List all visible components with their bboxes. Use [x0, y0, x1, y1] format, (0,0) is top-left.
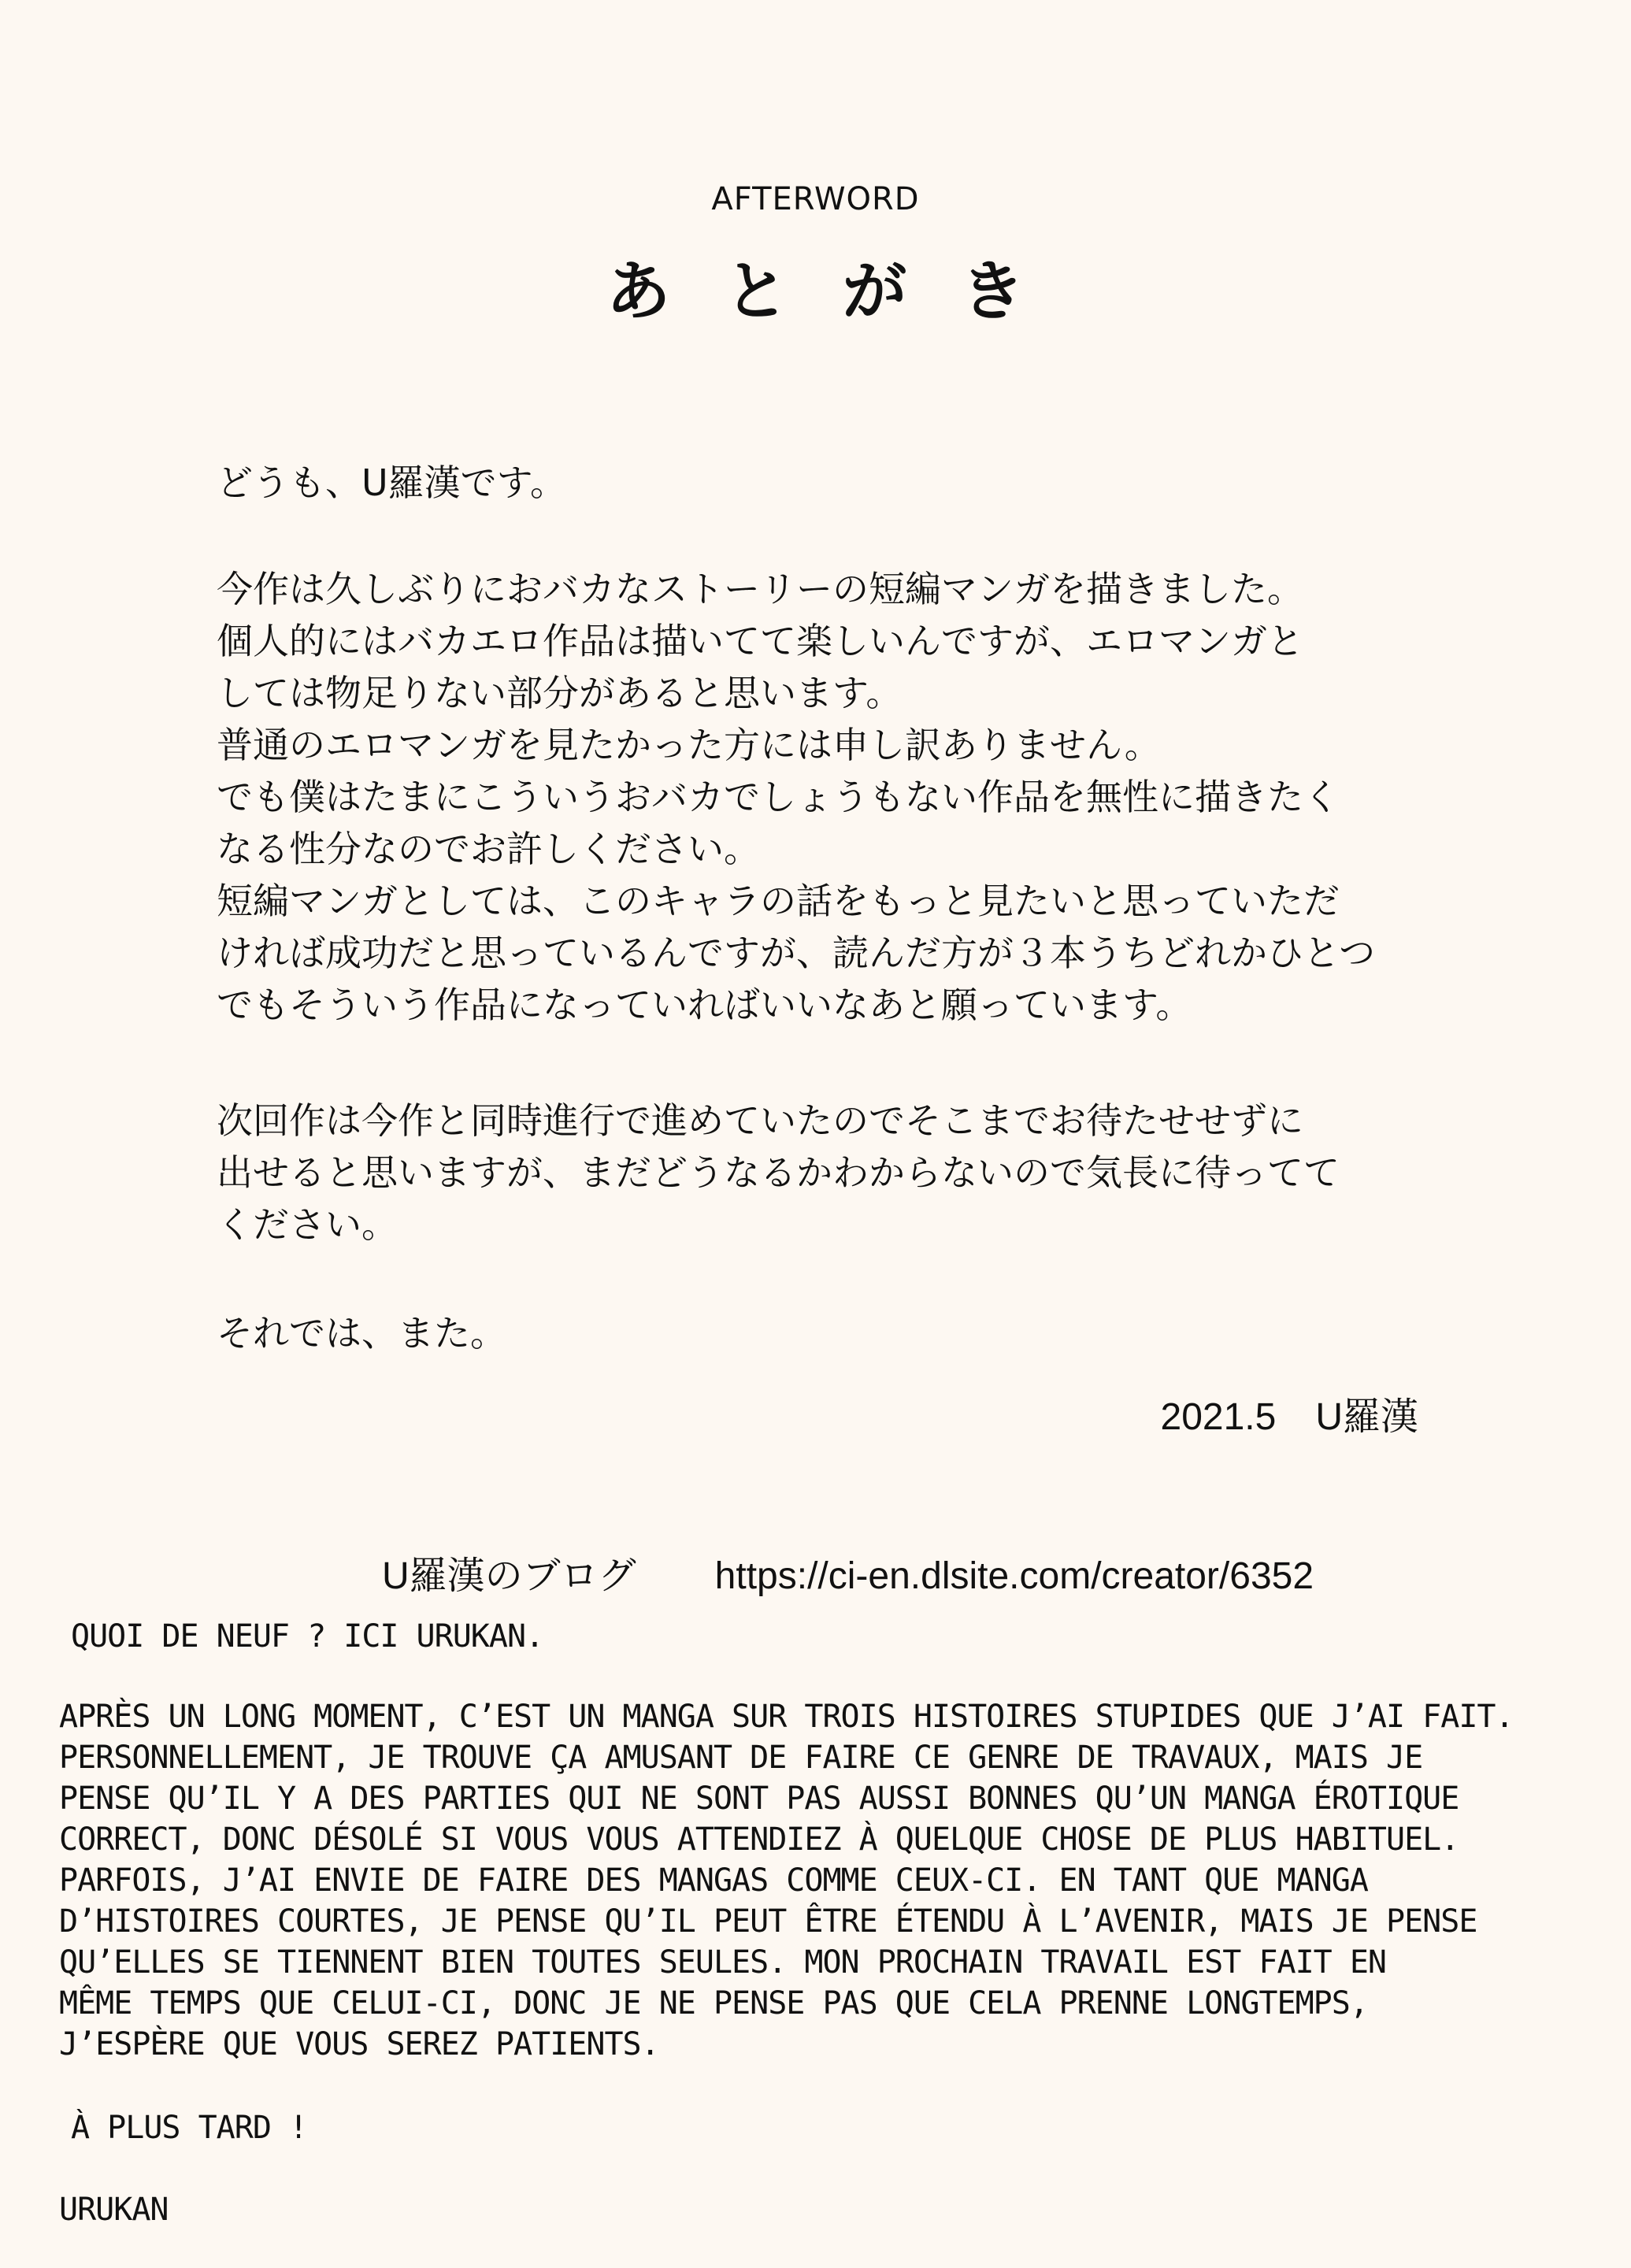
- japanese-paragraph-1: [217, 563, 1375, 1031]
- english-title: AFTERWORD: [711, 181, 920, 217]
- french-closing: [71, 2107, 307, 2148]
- text-line: なる性分なのでお許しください。: [217, 828, 760, 870]
- text-line: 今作は久しぶりにおバカなストーリーの短編マンガを描きました。: [217, 568, 1303, 610]
- japanese-paragraph-2: [217, 1095, 1340, 1251]
- blog-row: [382, 1545, 1314, 1599]
- text-line: 短編マンガとしては、このキャラの話をもっと見たいと思っていただ: [217, 880, 1340, 922]
- text-line: 個人的にはバカエロ作品は描いてて楽しいんですが、エロマンガと: [217, 620, 1303, 662]
- japanese-closing: それでは、また。: [217, 1312, 506, 1354]
- text-line: しては物足りない部分があると思います。: [217, 672, 903, 714]
- text-line: PARFOIS, J’AI ENVIE DE FAIRE DES MANGAS COMME CEUX-CI. EN TANT QUE MANGA: [59, 1862, 1368, 1899]
- text-line: QU’ELLES SE TIENNENT BIEN TOUTES SEULES. MON PROCHAIN TRAVAIL EST FAIT EN: [59, 1944, 1386, 1981]
- french-paragraph: [59, 1696, 1514, 2065]
- text-line: D’HISTOIRES COURTES, JE PENSE QU’IL PEUT ÊTRE ÉTENDU À L’AVENIR, MAIS JE PENSE: [59, 1903, 1477, 1940]
- text-line: J’ESPÈRE QUE VOUS SEREZ PATIENTS.: [59, 2026, 659, 2062]
- text-line: 普通のエロマンガを見たかった方には申し訳ありません。: [217, 724, 1161, 766]
- signature-date: 2021.5: [1160, 1396, 1277, 1438]
- text-line: でもそういう作品になっていればいいなあと願っています。: [217, 984, 1192, 1026]
- text-line: À PLUS TARD !: [71, 2110, 308, 2146]
- blog-label: U羅漢のブログ: [382, 1555, 636, 1597]
- text-line: でも僕はたまにこういうおバカでしょうもない作品を無性に描きたく: [217, 776, 1340, 818]
- text-line: PENSE QU’IL Y A DES PARTIES QUI NE SONT PAS AUSSI BONNES QU’UN MANGA ÉROTIQUE: [59, 1781, 1459, 1817]
- signature: [1161, 1386, 1418, 1440]
- text-line: APRÈS UN LONG MOMENT, C’EST UN MANGA SUR TROIS HISTOIRES STUPIDES QUE J’AI FAIT.: [59, 1699, 1514, 1735]
- signature-author: U羅漢: [1315, 1396, 1418, 1438]
- french-signoff: [59, 2189, 169, 2230]
- text-line: URUKAN: [59, 2192, 169, 2228]
- text-line: ければ成功だと思っているんですが、読んだ方が３本うちどれかひとつ: [217, 932, 1376, 974]
- japanese-title: あとがき: [606, 254, 1079, 329]
- text-line: 次回作は今作と同時進行で進めていたのでそこまでお待たせせずに: [217, 1099, 1303, 1142]
- text-line: MÊME TEMPS QUE CELUI-CI, DONC JE NE PENSE PAS QUE CELA PRENNE LONGTEMPS,: [59, 1985, 1368, 2022]
- french-greeting: [71, 1616, 543, 1657]
- text-line: PERSONNELLEMENT, JE TROUVE ÇA AMUSANT DE FAIRE CE GENRE DE TRAVAUX, MAIS JE: [59, 1740, 1423, 1776]
- text-line: ください。: [217, 1203, 398, 1246]
- japanese-greeting: どうも、U羅漢です。: [217, 461, 566, 504]
- text-line: QUOI DE NEUF ? ICI URUKAN.: [71, 1618, 544, 1655]
- text-line: 出せると思いますが、まだどうなるかわからないので気長に待ってて: [217, 1151, 1340, 1194]
- blog-url[interactable]: https://ci-en.dlsite.com/creator/6352: [714, 1555, 1314, 1597]
- text-line: CORRECT, DONC DÉSOLÉ SI VOUS VOUS ATTENDIEZ À QUELQUE CHOSE DE PLUS HABITUEL.: [59, 1821, 1459, 1858]
